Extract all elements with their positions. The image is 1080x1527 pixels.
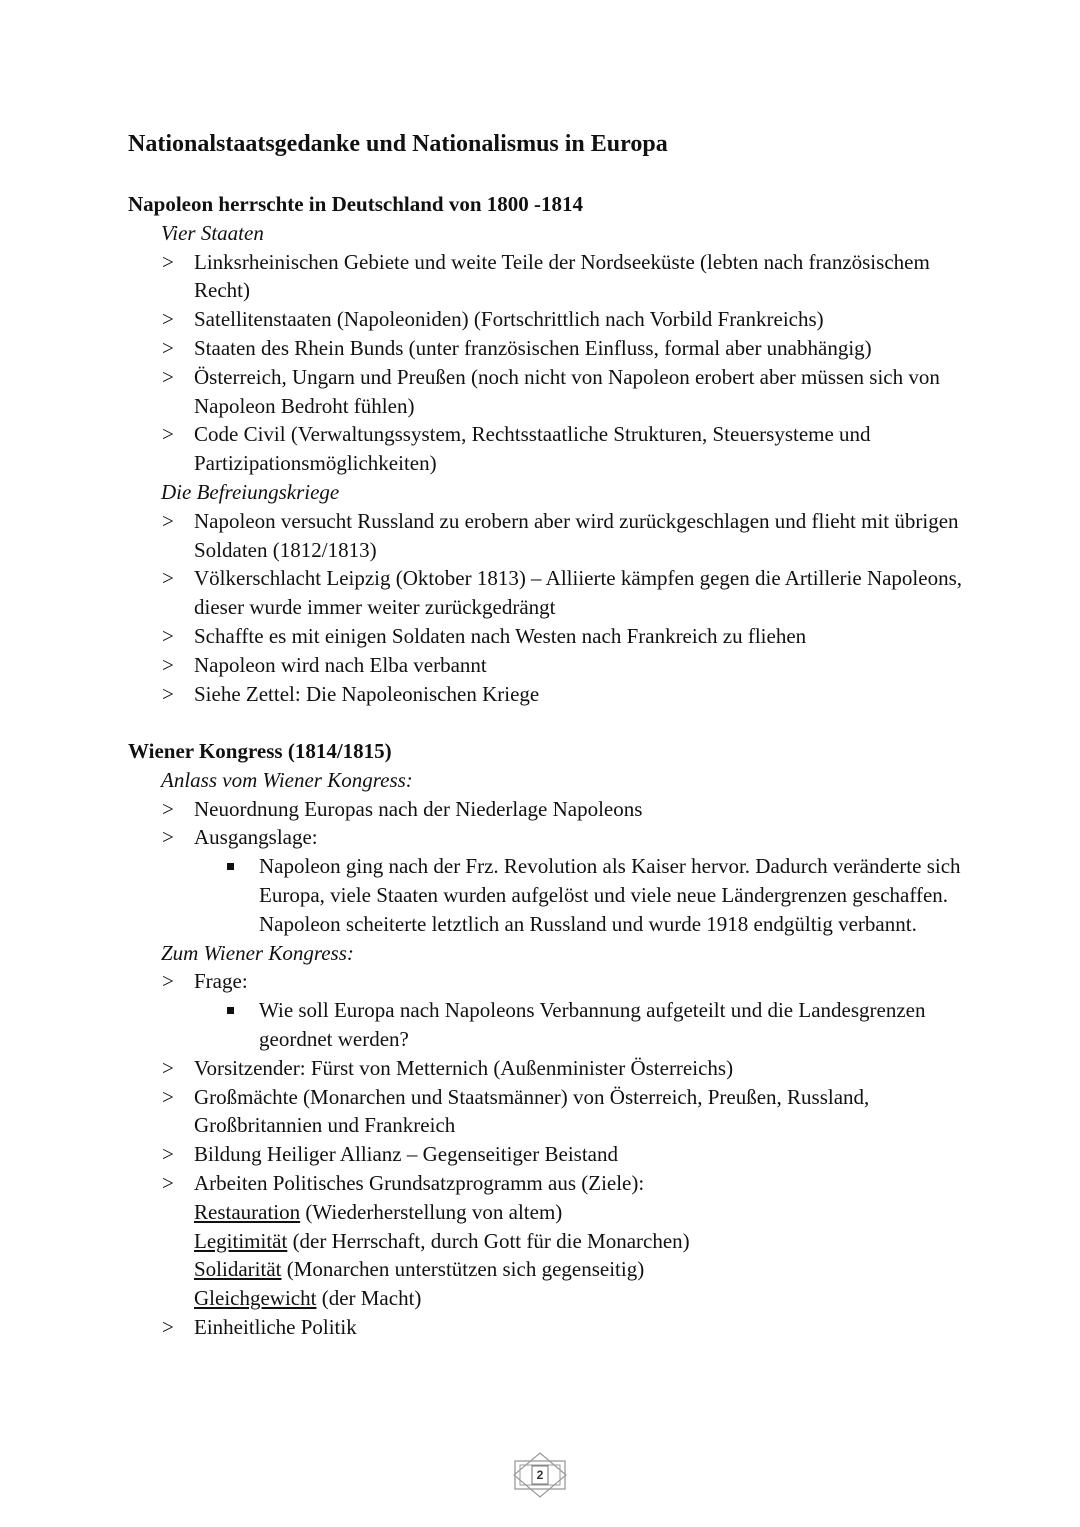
list-item: > Linksrheinischen Gebiete und weite Teile der Nordseeküste (lebten nach französischem Recht) — [162, 249, 930, 303]
goal-item: Legitimität (der Herrschaft, durch Gott für die Monarchen) — [194, 1228, 690, 1253]
bullet-marker: > — [162, 249, 174, 274]
list-item: > Völkerschlacht Leipzig (Oktober 1813) – Alliierte kämpfen gegen die Artillerie Napoleons, dieser wurde immer weiter zurückgedrängt — [162, 566, 963, 620]
bullet-marker: > — [162, 825, 174, 850]
bullet-marker: > — [162, 969, 174, 994]
sub-list-item: Napoleon ging nach der Frz. Revolution als Kaiser hervor. Dadurch veränderte sich Europa, viele Staaten wurden aufgelöst und viele neue Ländergrenzen geschaffen. Napoleon scheiterte letztlich an Russland und wurde 1918 endgültig verbannt. — [128, 852, 968, 938]
bullet-marker: > — [162, 508, 174, 533]
bullet-marker: > — [162, 1170, 174, 1195]
list-item: > Napoleon versucht Russland zu erobern aber wird zurückgeschlagen und flieht mit übrigen Soldaten (1812/1813) — [162, 508, 959, 562]
goal-item: Restauration (Wiederherstellung von altem) — [194, 1199, 563, 1224]
bullet-marker: > — [162, 1084, 174, 1109]
page-number-badge — [511, 1451, 569, 1499]
bullet-marker: > — [162, 566, 174, 591]
bullet-marker: > — [162, 335, 174, 360]
subheading-zum-kongress: Zum Wiener Kongress: — [161, 940, 354, 965]
section-heading-napoleon: Napoleon herrschte in Deutschland von 1800 -1814 — [128, 192, 584, 216]
goal-term: Legitimität — [194, 1228, 288, 1253]
square-bullet-icon — [227, 1007, 234, 1014]
page-number: 2 — [536, 1468, 544, 1482]
goal-item: Solidarität (Monarchen unterstützen sich gegenseitig) — [194, 1257, 645, 1282]
bullet-marker: > — [162, 681, 174, 706]
subheading-vier-staaten: Vier Staaten — [161, 220, 264, 245]
list-anlass — [128, 795, 968, 939]
list-item: > Code Civil (Verwaltungssystem, Rechtsstaatliche Strukturen, Steuersysteme und Partizipationsmöglichkeiten) — [162, 422, 871, 476]
subheading-anlass: Anlass vom Wiener Kongress: — [161, 767, 413, 792]
list-item: > Staaten des Rhein Bunds (unter französischen Einfluss, formal aber unabhängig) — [128, 334, 968, 363]
bullet-marker: > — [162, 307, 174, 332]
list-item: > Schaffte es mit einigen Soldaten nach Westen nach Frankreich zu fliehen — [128, 622, 968, 651]
list-zum-kongress — [128, 967, 968, 1341]
list-item: > Ausgangslage: — [128, 823, 968, 852]
section-heading-wiener-kongress: Wiener Kongress (1814/1815) — [128, 739, 392, 763]
section-napoleon — [128, 190, 968, 708]
bullet-marker: > — [162, 364, 174, 389]
bullet-marker: > — [162, 652, 174, 677]
subheading-befreiungskriege: Die Befreiungskriege — [161, 479, 340, 504]
bullet-marker: > — [162, 623, 174, 648]
list-vier-staaten — [128, 248, 968, 478]
bullet-marker: > — [162, 1055, 174, 1080]
list-item: > Österreich, Ungarn und Preußen (noch nicht von Napoleon erobert aber müssen sich von Napoleon Bedroht fühlen) — [162, 364, 940, 418]
goal-item: Gleichgewicht (der Macht) — [194, 1286, 422, 1311]
list-item: > Arbeiten Politisches Grundsatzprogramm aus (Ziele): — [128, 1169, 968, 1198]
goal-term: Restauration — [194, 1199, 301, 1224]
list-item: > Frage: — [128, 967, 968, 996]
list-item: > Großmächte (Monarchen und Staatsmänner) von Österreich, Preußen, Russland, Großbritannien und Frankreich — [162, 1084, 870, 1138]
list-item: > Bildung Heiliger Allianz – Gegenseitiger Beistand — [128, 1140, 968, 1169]
list-item: > Siehe Zettel: Die Napoleonischen Kriege — [128, 680, 968, 709]
square-bullet-icon — [227, 863, 234, 870]
page-title: Nationalstaatsgedanke und Nationalismus in Europa — [128, 131, 668, 157]
bullet-marker: > — [162, 422, 174, 447]
bullet-marker: > — [162, 1314, 174, 1339]
sub-list-item: Wie soll Europa nach Napoleons Verbannung aufgeteilt und die Landesgrenzen geordnet werden? — [128, 996, 968, 1054]
section-wiener-kongress — [128, 737, 968, 1342]
list-item: > Napoleon wird nach Elba verbannt — [128, 651, 968, 680]
list-item: > Satellitenstaaten (Napoleoniden) (Fortschrittlich nach Vorbild Frankreichs) — [128, 305, 968, 334]
bullet-marker: > — [162, 1142, 174, 1167]
list-item: > Neuordnung Europas nach der Niederlage Napoleons — [128, 795, 968, 824]
bullet-marker: > — [162, 796, 174, 821]
goal-term: Solidarität — [194, 1257, 282, 1282]
list-item: > Einheitliche Politik — [128, 1313, 968, 1342]
list-item: > Vorsitzender: Fürst von Metternich (Außenminister Österreichs) — [128, 1054, 968, 1083]
list-befreiungskriege — [128, 507, 968, 709]
goal-term: Gleichgewicht — [194, 1286, 317, 1311]
